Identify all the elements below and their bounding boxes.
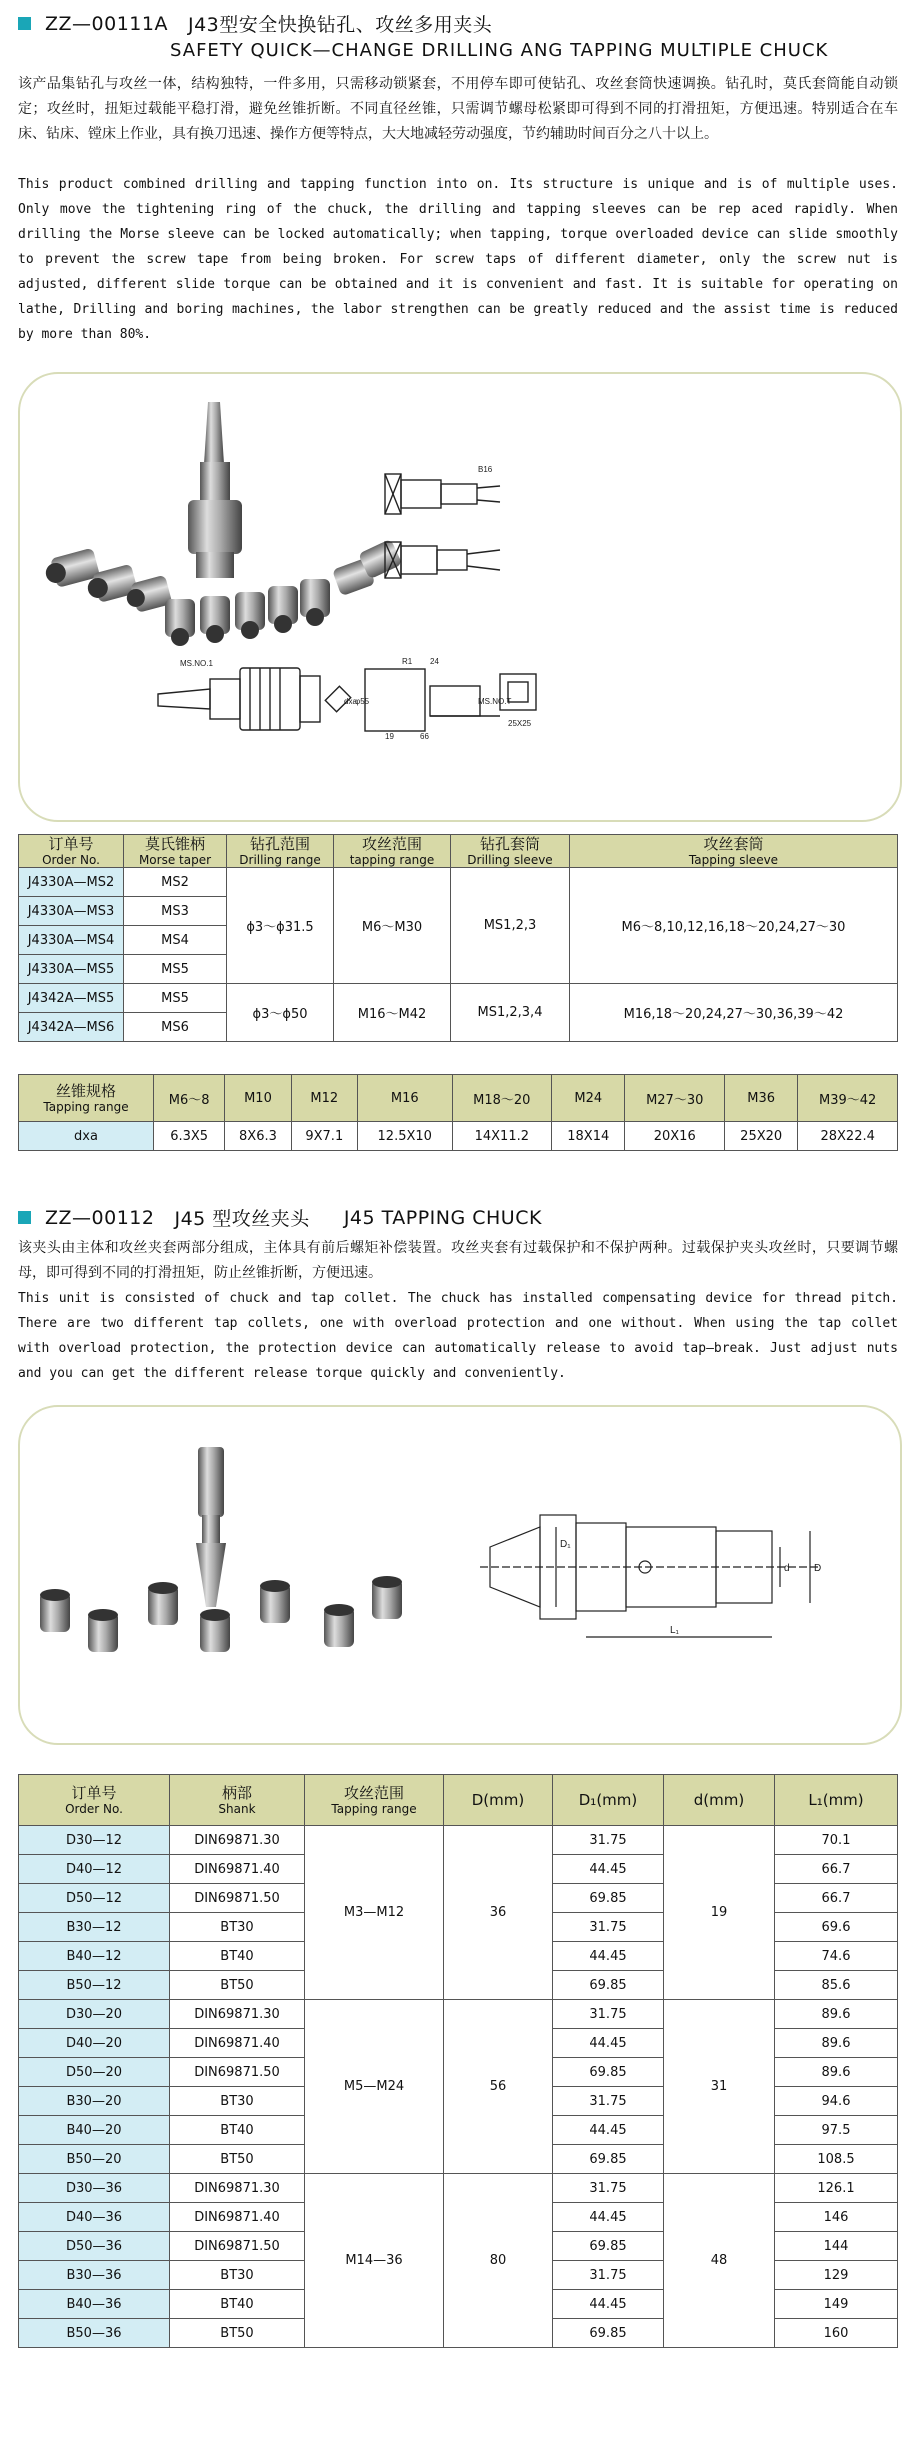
product-illustration — [20, 1407, 900, 1743]
product-title-en: SAFETY QUICK—CHANGE DRILLING ANG TAPPING MULTIPLE CHUCK — [170, 40, 829, 61]
header-cell: L₁(mm) — [775, 1775, 898, 1826]
product-title-cn: J45 型攻丝夹头 — [174, 1208, 310, 1230]
tapping-range-cell: M16～M42 — [334, 984, 451, 1042]
label-dxa: dxa — [344, 697, 357, 706]
header-cell: M6～8 — [154, 1075, 225, 1122]
drilling-range-cell: ϕ3～ϕ50 — [227, 984, 334, 1042]
label-l66: 66 — [420, 732, 429, 741]
order-cell: B30—20 — [19, 2087, 170, 2116]
shank-cell: DIN69871.30 — [170, 2174, 305, 2203]
drilling-range-cell: ϕ3～ϕ31.5 — [227, 868, 334, 984]
L1-cell: 94.6 — [775, 2087, 898, 2116]
morse-cell: MS3 — [124, 897, 227, 926]
header-cell: M36 — [724, 1075, 797, 1122]
label-b16: B16 — [478, 465, 493, 474]
order-cell: B40—20 — [19, 2116, 170, 2145]
order-cell: D30—36 — [19, 2174, 170, 2203]
section1-header — [18, 10, 526, 37]
header-cell: M24 — [552, 1075, 625, 1122]
tapping-range-cell: M6～M30 — [334, 868, 451, 984]
D1-cell: 69.85 — [553, 1971, 664, 2000]
D1-cell: 69.85 — [553, 2058, 664, 2087]
tapping-chuck-drawing — [480, 1515, 820, 1637]
L1-cell: 108.5 — [775, 2145, 898, 2174]
order-cell: J4330A—MS3 — [19, 897, 124, 926]
shank-cell: BT40 — [170, 2290, 305, 2319]
section-marker-icon — [18, 17, 31, 30]
D1-cell: 44.45 — [553, 2290, 664, 2319]
order-cell: D50—12 — [19, 1884, 170, 1913]
table-header-row — [19, 835, 898, 868]
row-label-cell: dxa — [19, 1122, 154, 1151]
header-cell: D₁(mm) — [553, 1775, 664, 1826]
drilling-sleeve-cell: MS1,2,3 — [451, 868, 570, 984]
D1-cell: 44.45 — [553, 2203, 664, 2232]
order-cell: D50—20 — [19, 2058, 170, 2087]
shank-cell: BT50 — [170, 2145, 305, 2174]
morse-cell: MS2 — [124, 868, 227, 897]
value-cell: 12.5X10 — [357, 1122, 452, 1151]
header-cell: M12 — [291, 1075, 357, 1122]
shank-cell: BT30 — [170, 1913, 305, 1942]
label-d55: φ55 — [355, 697, 370, 706]
tapping-range-cell: M5—M24 — [305, 2000, 444, 2174]
order-cell: D30—12 — [19, 1826, 170, 1855]
product-illustration — [20, 374, 900, 820]
order-cell: J4342A—MS5 — [19, 984, 124, 1013]
tapping-sleeve-cell: M6～8,10,12,16,18～20,24,27～30 — [570, 868, 898, 984]
header-cell: 莫氏锥柄 Morse taper — [124, 835, 227, 868]
tapping-chuck-photo — [196, 1447, 226, 1607]
order-cell: D40—20 — [19, 2029, 170, 2058]
D1-cell: 31.75 — [553, 1826, 664, 1855]
table-row — [19, 868, 898, 897]
morse-cell: MS4 — [124, 926, 227, 955]
shank-cell: DIN69871.40 — [170, 2029, 305, 2058]
description-cn: 该产品集钻孔与攻丝一体，结构独特，一件多用，只需移动锁紧套，不用停车即可使钻孔、攻丝套筒快速调换。钻孔时，莫氏套筒能自动锁定；攻丝时，扭矩过载能平稳打滑，避免丝锥折断。不同直径丝锥，只需调节螺母松紧即可得到不同的打滑扭矩，方便迅速。特别适合在车床、钻床、镗床上作业，具有换刀迅速、操作方便等特点，大大地减轻劳动强度，节约辅助时间百分之八十以上。 — [18, 76, 898, 142]
morse-cell: MS5 — [124, 955, 227, 984]
header-cell: M10 — [225, 1075, 291, 1122]
header-cell: d(mm) — [664, 1775, 775, 1826]
morse-cell: MS5 — [124, 984, 227, 1013]
value-cell: 6.3X5 — [154, 1122, 225, 1151]
label-l24: 24 — [430, 657, 439, 666]
shank-cell: BT30 — [170, 2087, 305, 2116]
label-l1: L₁ — [670, 1625, 679, 1636]
label-d: d — [784, 1563, 790, 1574]
D1-cell: 31.75 — [553, 2000, 664, 2029]
D-cell: 80 — [444, 2174, 553, 2348]
order-cell: D50—36 — [19, 2232, 170, 2261]
section-marker-icon — [18, 1211, 31, 1224]
header-cell: M18～20 — [452, 1075, 552, 1122]
value-cell: 18X14 — [552, 1122, 625, 1151]
D-cell: 56 — [444, 2000, 553, 2174]
table-header-row — [19, 1075, 898, 1122]
table-row — [19, 2174, 898, 2203]
description-cn: 该夹头由主体和攻丝夹套两部分组成，主体具有前后螺矩补偿装置。攻丝夹套有过载保护和不保护两种。过载保护夹头攻丝时，只要调节螺母，即可得到不同的打滑扭矩，防止丝锥折断，方便迅速。 — [18, 1240, 898, 1281]
L1-cell: 89.6 — [775, 2000, 898, 2029]
tapping-range-cell: M14—36 — [305, 2174, 444, 2348]
table-row — [19, 1826, 898, 1855]
label-D: D — [814, 1563, 822, 1574]
shank-cell: DIN69871.40 — [170, 1855, 305, 1884]
description-en: This product combined drilling and tapping function into on. Its structure is unique and is of multiple uses. Only move the tightening ring of the chuck, the drilling and tapping sleeves can be rep aced rapidly. When drilling the Morse sleeve can be locked automatically; when tapping, torque overloaded device can slide smoothly to prevent the screw tape from being broken. For screw taps of different diameter, only the screw nut is adjusted, different slide torque can be obtained and it is convenient and fast. It is suitable for operating on lathe, Drilling and boring machines, the labor strengthen can be greatly reduced and the assist time is reduced by more than 80%. — [18, 177, 898, 342]
tapping-range-cell: M3—M12 — [305, 1826, 444, 2000]
header-cell: 攻丝范围 tapping range — [334, 835, 451, 868]
morse-cell: MS6 — [124, 1013, 227, 1042]
L1-cell: 129 — [775, 2261, 898, 2290]
header-cell: M16 — [357, 1075, 452, 1122]
tap-size-table — [18, 1074, 898, 1151]
header-cell: 柄部 Shank — [170, 1775, 305, 1826]
L1-cell: 89.6 — [775, 2058, 898, 2087]
tapping-sleeve-cell: M16,18～20,24,27～30,36,39～42 — [570, 984, 898, 1042]
header-cell: D(mm) — [444, 1775, 553, 1826]
shank-cell: DIN69871.50 — [170, 1884, 305, 1913]
D1-cell: 31.75 — [553, 2174, 664, 2203]
header-cell: 订单号 Order No. — [19, 1775, 170, 1826]
header-cell: M27～30 — [625, 1075, 725, 1122]
D1-cell: 44.45 — [553, 2029, 664, 2058]
L1-cell: 85.6 — [775, 1971, 898, 2000]
value-cell: 28X22.4 — [798, 1122, 898, 1151]
label-r1: R1 — [402, 657, 413, 666]
shank-cell: DIN69871.30 — [170, 2000, 305, 2029]
shank-cell: DIN69871.40 — [170, 2203, 305, 2232]
product-illustration-frame — [18, 372, 902, 822]
shank-cell: BT40 — [170, 2116, 305, 2145]
D-cell: 36 — [444, 1826, 553, 2000]
L1-cell: 160 — [775, 2319, 898, 2348]
header-cell: 钻孔范围 Drilling range — [227, 835, 334, 868]
L1-cell: 66.7 — [775, 1855, 898, 1884]
table-header-row — [19, 1775, 898, 1826]
L1-cell: 74.6 — [775, 1942, 898, 1971]
value-cell: 8X6.3 — [225, 1122, 291, 1151]
L1-cell: 146 — [775, 2203, 898, 2232]
shank-cell: DIN69871.50 — [170, 2232, 305, 2261]
D1-cell: 44.45 — [553, 1855, 664, 1884]
product-title-en: J45 TAPPING CHUCK — [343, 1206, 542, 1229]
d-cell: 19 — [664, 1826, 775, 2000]
shank-cell: BT50 — [170, 2319, 305, 2348]
shank-cell: DIN69871.50 — [170, 2058, 305, 2087]
value-cell: 9X7.1 — [291, 1122, 357, 1151]
order-cell: J4330A—MS2 — [19, 868, 124, 897]
label-l19: 19 — [385, 732, 394, 741]
order-cell: J4330A—MS4 — [19, 926, 124, 955]
D1-cell: 31.75 — [553, 1913, 664, 1942]
order-cell: D40—36 — [19, 2203, 170, 2232]
L1-cell: 66.7 — [775, 1884, 898, 1913]
header-cell: 攻丝套筒 Tapping sleeve — [570, 835, 898, 868]
label-ms-no1: MS.NO.1 — [180, 659, 213, 668]
chuck-photo — [188, 402, 242, 578]
L1-cell: 89.6 — [775, 2029, 898, 2058]
order-cell: B50—12 — [19, 1971, 170, 2000]
d-cell: 31 — [664, 2000, 775, 2174]
order-cell: J4342A—MS6 — [19, 1013, 124, 1042]
L1-cell: 149 — [775, 2290, 898, 2319]
tap-collets-photo — [40, 1576, 402, 1652]
D1-cell: 31.75 — [553, 2261, 664, 2290]
D1-cell: 69.85 — [553, 2232, 664, 2261]
L1-cell: 126.1 — [775, 2174, 898, 2203]
label-ms-not: MS.NO.T — [478, 697, 512, 706]
product-code: ZZ—00112 — [45, 1206, 155, 1229]
order-cell: B50—36 — [19, 2319, 170, 2348]
shank-cell: BT30 — [170, 2261, 305, 2290]
section2-header — [18, 1204, 542, 1231]
order-cell: D40—12 — [19, 1855, 170, 1884]
shank-cell: DIN69871.30 — [170, 1826, 305, 1855]
table-row — [19, 2000, 898, 2029]
header-cell: 钻孔套筒 Drilling sleeve — [451, 835, 570, 868]
product-title-cn: J43型安全快换钻孔、攻丝多用夹头 — [187, 14, 493, 36]
label-25x25: 25X25 — [508, 719, 532, 728]
D1-cell: 69.85 — [553, 2145, 664, 2174]
L1-cell: 144 — [775, 2232, 898, 2261]
order-cell: J4330A—MS5 — [19, 955, 124, 984]
order-cell: B30—36 — [19, 2261, 170, 2290]
order-cell: B30—12 — [19, 1913, 170, 1942]
header-cell: M39～42 — [798, 1075, 898, 1122]
shank-cell: BT50 — [170, 1971, 305, 2000]
shank-cell: BT40 — [170, 1942, 305, 1971]
order-cell: B40—12 — [19, 1942, 170, 1971]
order-cell: D30—20 — [19, 2000, 170, 2029]
table-row — [19, 1122, 898, 1151]
tapping-chuck-spec-table — [18, 1774, 898, 2348]
table-row — [19, 984, 898, 1013]
D1-cell: 69.85 — [553, 2319, 664, 2348]
header-cell: 攻丝范围 Tapping range — [305, 1775, 444, 1826]
d-cell: 48 — [664, 2174, 775, 2348]
value-cell: 14X11.2 — [452, 1122, 552, 1151]
description-en: This unit is consisted of chuck and tap collet. The chuck has installed compensating device for thread pitch. There are two different tap collets, one with overload protection and one without. When using the tap collet with overload protection, the protection device can automatically release to avoid tap—break. Just adjust nuts and you can get the different release torque quickly and conveniently. — [18, 1291, 898, 1381]
chuck-spec-table — [18, 834, 898, 1042]
L1-cell: 70.1 — [775, 1826, 898, 1855]
header-cell: 丝锥规格 Tapping range — [19, 1075, 154, 1122]
order-cell: B50—20 — [19, 2145, 170, 2174]
D1-cell: 44.45 — [553, 1942, 664, 1971]
D1-cell: 44.45 — [553, 2116, 664, 2145]
D1-cell: 31.75 — [553, 2087, 664, 2116]
header-cell: 订单号 Order No. — [19, 835, 124, 868]
product-illustration-frame — [18, 1405, 902, 1745]
value-cell: 25X20 — [724, 1122, 797, 1151]
drilling-sleeve-cell: MS1,2,3,4 — [451, 984, 570, 1042]
L1-cell: 69.6 — [775, 1913, 898, 1942]
label-d1: D₁ — [560, 1539, 571, 1550]
product-code: ZZ—00111A — [45, 12, 168, 35]
value-cell: 20X16 — [625, 1122, 725, 1151]
order-cell: B40—36 — [19, 2290, 170, 2319]
L1-cell: 97.5 — [775, 2116, 898, 2145]
D1-cell: 69.85 — [553, 1884, 664, 1913]
